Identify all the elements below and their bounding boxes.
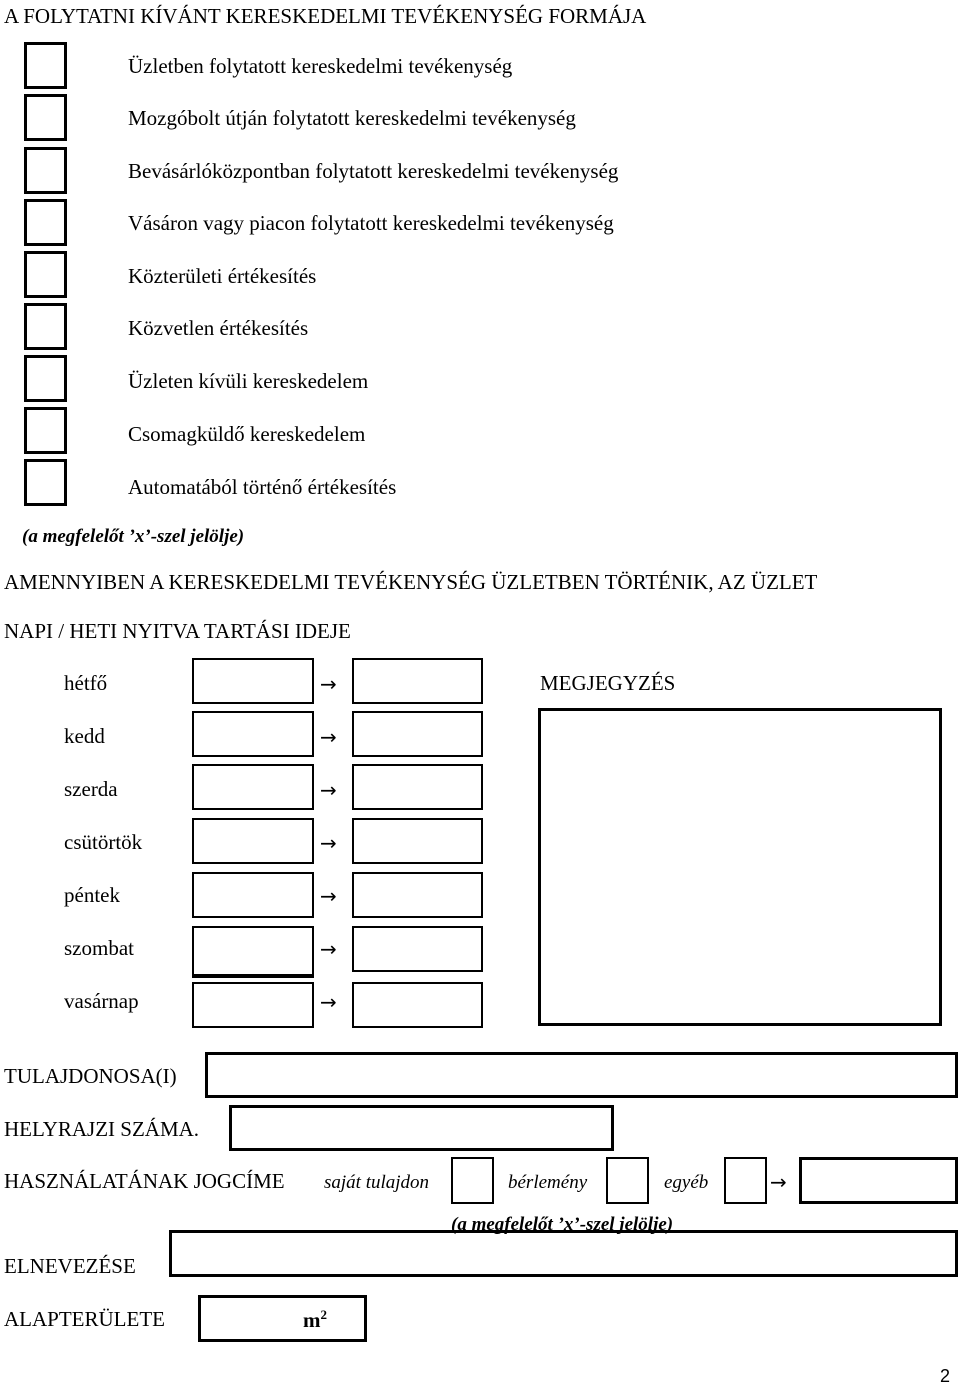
lot-number-label: HELYRAJZI SZÁMA. [4,1117,200,1141]
friday-open-field[interactable] [192,872,314,918]
arrow-icon: → [320,725,337,749]
arrow-icon: → [320,937,337,961]
area-unit: $m^2$ [303,1307,327,1332]
name-field[interactable] [169,1230,958,1277]
name-label: ELNEVEZÉSE [4,1254,136,1278]
checkbox-public-area[interactable] [24,251,67,298]
option-label-direct-sales: Közvetlen értékesítés [128,316,309,340]
area-label: ALAPTERÜLETE [4,1307,165,1331]
option-label-public-area: Közterületi értékesítés [128,264,317,288]
day-label-friday: péntek [64,883,120,907]
hours-title-line2: NAPI / HETI NYITVA TARTÁSI IDEJE [4,619,351,643]
arrow-icon: → [320,778,337,802]
hours-title-line1: AMENNYIBEN A KERESKEDELMI TEVÉKENYSÉG ÜZLETBEN TÖRTÉNIK, AZ ÜZLET [4,570,818,594]
owner-field[interactable] [205,1052,958,1098]
day-label-sunday: vasárnap [64,989,139,1013]
day-label-monday: hétfő [64,671,108,695]
area-field[interactable] [198,1295,367,1342]
option-label-shopping-center: Bevásárlóközpontban folytatott kereskedelmi tevékenység [128,159,619,183]
usage-other-field[interactable] [799,1157,958,1204]
thursday-open-field[interactable] [192,818,314,864]
option-label-vending-machine: Automatából történő értékesítés [128,475,397,499]
day-label-wednesday: szerda [64,777,118,801]
option-label-store: Üzletben folytatott kereskedelmi tevékenység [128,54,513,78]
day-label-thursday: csütörtök [64,830,143,854]
day-label-saturday: szombat [64,936,134,960]
usage-other-label: egyéb [664,1172,709,1193]
usage-mark-hint: (a megfelelőt ’x’-szel jelölje) [451,1214,674,1235]
thursday-close-field[interactable] [352,818,483,864]
arrow-icon: → [320,884,337,908]
note-label: MEGJEGYZÉS [540,671,676,695]
option-label-mobile-shop: Mozgóbolt útján folytatott kereskedelmi tevékenység [128,106,576,130]
page-number: 2 [940,1366,951,1386]
checkbox-outside-store[interactable] [24,355,67,402]
usage-own-label: saját tulajdon [324,1172,430,1193]
note-textarea[interactable] [538,708,942,1026]
checkbox-other[interactable] [724,1157,767,1204]
sunday-open-field[interactable] [192,982,314,1028]
checkbox-mobile-shop[interactable] [24,94,67,141]
wednesday-open-field[interactable] [192,764,314,810]
checkbox-rented[interactable] [606,1157,649,1204]
sunday-close-field[interactable] [352,982,483,1028]
friday-close-field[interactable] [352,872,483,918]
checkbox-market[interactable] [24,199,67,246]
owner-label: TULAJDONOSA(I) [4,1064,177,1088]
wednesday-close-field[interactable] [352,764,483,810]
saturday-open-field[interactable] [192,926,314,978]
saturday-close-field[interactable] [352,926,483,972]
checkbox-direct-sales[interactable] [24,303,67,350]
option-label-mail-order: Csomagküldő kereskedelem [128,422,366,446]
tuesday-open-field[interactable] [192,711,314,757]
checkbox-vending-machine[interactable] [24,459,67,506]
tuesday-close-field[interactable] [352,711,483,757]
option-label-outside-store: Üzleten kívüli kereskedelem [128,369,369,393]
mark-hint: (a megfelelőt ’x’-szel jelölje) [22,526,245,547]
monday-close-field[interactable] [352,658,483,704]
monday-open-field[interactable] [192,658,314,704]
arrow-icon: → [320,831,337,855]
arrow-icon: → [320,672,337,696]
checkbox-own-property[interactable] [451,1157,494,1204]
arrow-icon: → [770,1170,787,1194]
lot-number-field[interactable] [229,1105,614,1151]
usage-label: HASZNÁLATÁNAK JOGCÍME [4,1169,285,1193]
checkbox-store[interactable] [24,42,67,89]
day-label-tuesday: kedd [64,724,105,748]
option-label-market: Vásáron vagy piacon folytatott kereskedelmi tevékenység [128,211,614,235]
checkbox-mail-order[interactable] [24,407,67,454]
section-title: A FOLYTATNI KÍVÁNT KERESKEDELMI TEVÉKENYSÉG FORMÁJA [4,4,647,28]
usage-rent-label: bérlemény [508,1172,588,1193]
checkbox-shopping-center[interactable] [24,147,67,194]
arrow-icon: → [320,990,337,1014]
